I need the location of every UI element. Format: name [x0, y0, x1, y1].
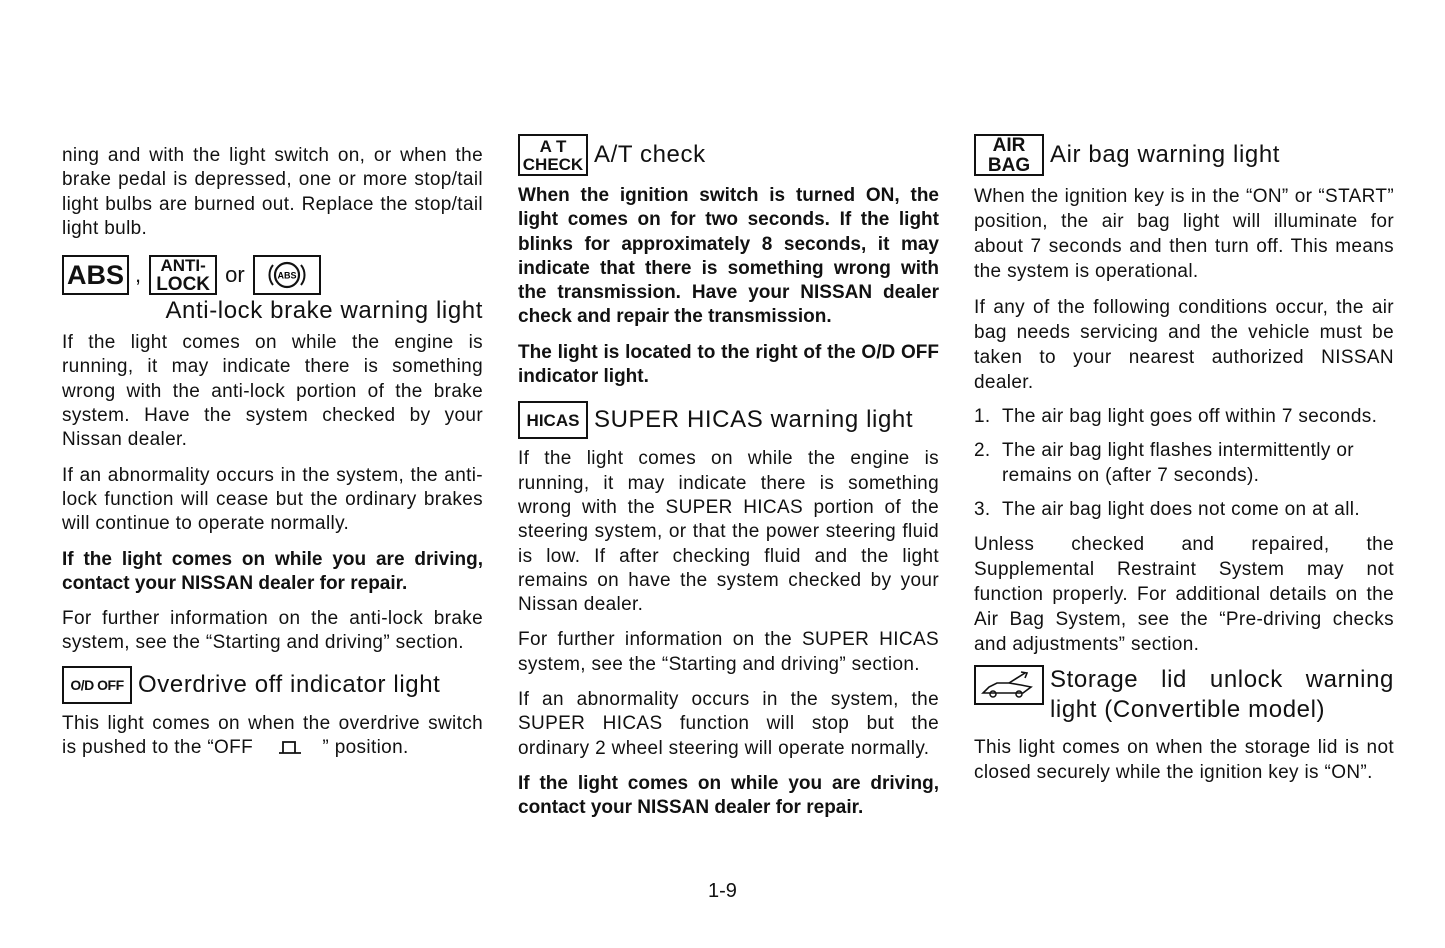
abs-icon: ABS	[62, 255, 129, 295]
storage-paragraph: This light comes on when the storage lid is not closed securely while the ignition key is “ON”.	[974, 737, 1394, 784]
airbag-paragraph-1: When the ignition key is in the “ON” or “START” position, the air bag light will illuminate for about 7 seconds and then turn off. This means the system is operational.	[974, 186, 1394, 282]
convertible-storage-lid-icon	[974, 665, 1044, 705]
list-item: 1. The air bag light goes off within 7 seconds.	[974, 406, 1378, 427]
at-check-icon: A T CHECK	[518, 134, 588, 176]
od-switch-icon	[277, 738, 303, 762]
abs-icon-row	[62, 255, 483, 295]
icon-separator: or	[225, 262, 245, 288]
airbag-title: Air bag warning light	[1050, 141, 1281, 168]
od-title: Overdrive off indicator light	[138, 670, 441, 698]
storage-heading	[974, 665, 1394, 725]
anti-lock-icon: ANTI- LOCK	[149, 255, 217, 295]
hicas-paragraph-3: If an abnormality occurs in the system, the SUPER HICAS function will stop but the ordinary 2 wheel steering will operate normally.	[518, 689, 939, 759]
storage-title: Storage lid unlock warning light (Convertible model)	[1050, 666, 1394, 724]
airbag-conditions-list	[974, 405, 1394, 522]
airbag-heading	[974, 134, 1394, 176]
intro-paragraph: ning and with the light switch on, or when the brake pedal is depressed, one or more stop/tail light bulbs are burned out. Replace the stop/tail light bulb.	[62, 145, 483, 239]
column-middle	[518, 134, 939, 821]
list-item: 2. The air bag light flashes intermittently or remains on (after 7 seconds).	[974, 440, 1354, 486]
at-paragraph-2: The light is located to the right of the O/D OFF indicator light.	[518, 341, 939, 388]
at-title: A/T check	[594, 141, 706, 168]
svg-text:ABS: ABS	[277, 270, 297, 281]
at-paragraph-1: When the ignition switch is turned ON, the light comes on for two seconds. If the light blinks for approximately 8 seconds, it may indicate that there is something wrong with the transmission. Have your NISSAN dealer check and repair the transmission.	[518, 185, 939, 328]
od-heading	[62, 666, 483, 704]
hicas-title: SUPER HICAS warning light	[594, 406, 914, 434]
airbag-paragraph-3: Unless checked and repaired, the Supplemental Restraint System may not function properly. For additional details on the Air Bag System, see the “Pre-driving checks and adjustments” section.	[974, 534, 1394, 656]
abs-warning-paragraph: If the light comes on while you are driving, contact your NISSAN dealer for repair.	[62, 548, 483, 594]
airbag-paragraph-2: If any of the following conditions occur, the air bag needs servicing and the vehicle must be taken to your nearest authorized NISSAN dealer.	[974, 297, 1394, 393]
list-item: 3. The air bag light does not come on at all.	[974, 498, 1360, 520]
icon-separator: ,	[135, 262, 142, 288]
column-right	[974, 134, 1394, 785]
air-bag-icon: AIR BAG	[974, 134, 1044, 176]
column-left	[62, 144, 483, 762]
abs-paragraph-1: If the light comes on while the engine is running, it may indicate there is something wrong with the anti-lock portion of the brake system. Have the system checked by your Nissan dealer.	[62, 332, 483, 451]
hicas-warning-paragraph: If the light comes on while you are driving, contact your NISSAN dealer for repair.	[518, 772, 939, 819]
od-off-icon: O/D OFF	[62, 666, 132, 704]
hicas-heading	[518, 401, 939, 439]
hicas-paragraph-2: For further information on the SUPER HICAS system, see the “Starting and driving” section.	[518, 629, 939, 675]
abs-circle-icon	[253, 255, 321, 295]
page-number: 1-9	[708, 880, 737, 902]
hicas-icon: HICAS	[518, 401, 588, 439]
abs-paragraph-2: If an abnormality occurs in the system, the anti-lock function will cease but the ordinary brakes will continue to operate normally.	[62, 464, 483, 535]
abs-heading: Anti-lock brake warning light	[165, 297, 483, 325]
abs-paragraph-3: For further information on the anti-lock brake system, see the “Starting and driving” section.	[62, 608, 483, 654]
hicas-paragraph-1: If the light comes on while the engine is running, it may indicate there is something wrong with the SUPER HICAS portion of the steering system, or that the power steering fluid is low. If after checking fluid and the light remains on have the system checked by your Nissan dealer.	[518, 448, 939, 616]
od-paragraph: This light comes on when the overdrive switch is pushed to the “OFF ” position.	[62, 712, 483, 763]
at-heading	[518, 134, 939, 176]
